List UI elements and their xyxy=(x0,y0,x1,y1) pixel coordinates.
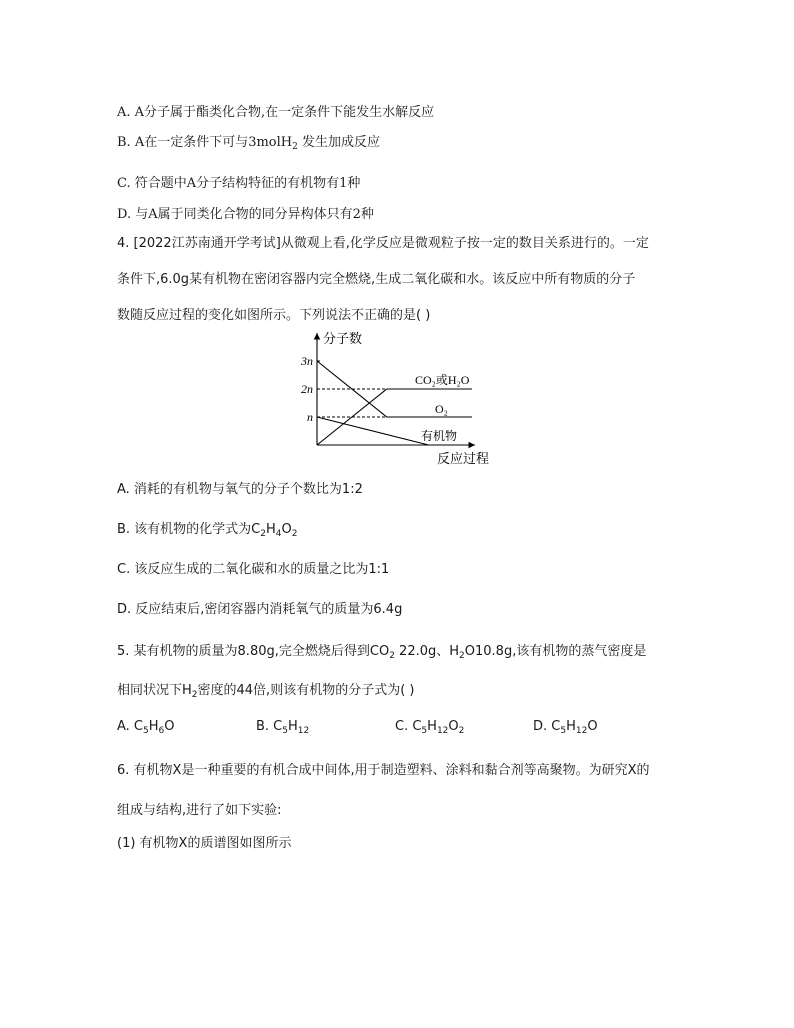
q3-option-a: A. A分子属于酯类化合物,在一定条件下能发生水解反应 xyxy=(117,105,435,120)
series-label-organic: 有机物 xyxy=(421,429,458,443)
y-tick-label: 3n xyxy=(301,354,313,368)
q5-text: 密度的44倍,则该有机物的分子式为( ) xyxy=(197,683,415,698)
q5-stem-line-2 xyxy=(117,679,414,698)
q3-option-d: D. 与A属于同类化合物的同分异构体只有2种 xyxy=(117,207,374,222)
subscript: 2 xyxy=(291,529,298,539)
q5-option-b xyxy=(256,719,309,734)
q4-option-b xyxy=(117,518,297,537)
q4-option-b-text: B. 该有机物的化学式为C xyxy=(117,522,261,537)
q4-option-c: C. 该反应生成的二氧化碳和水的质量之比为1:1 xyxy=(117,562,390,577)
formula-part: H xyxy=(148,719,159,734)
q6-stem-line-2: 组成与结构,进行了如下实验: xyxy=(117,803,282,818)
q3-option-b xyxy=(117,131,380,150)
subscript: 5 xyxy=(421,726,428,736)
subscript: 4 xyxy=(275,529,282,539)
q5-option-a xyxy=(117,719,175,734)
q5-option-c xyxy=(395,719,464,734)
subscript: 2 xyxy=(191,690,198,700)
formula-part: H xyxy=(266,522,276,537)
subscript: 12 xyxy=(297,726,310,736)
q5-text: 22.0g、H xyxy=(394,644,460,659)
molecule-count-chart xyxy=(285,325,500,467)
formula-part: H xyxy=(288,719,298,734)
formula-part: H xyxy=(566,719,576,734)
q4-option-a: A. 消耗的有机物与氧气的分子个数比为1:2 xyxy=(117,482,363,497)
q5-text: 相同状况下H xyxy=(117,683,192,698)
q5-stem-line-1 xyxy=(117,640,646,659)
q5-option-d xyxy=(533,719,598,734)
subscript: 2 xyxy=(389,651,395,661)
subscript: 2 xyxy=(292,142,298,152)
q4-stem-line-1: 4. [2022江苏南通开学考试]从微观上看,化学反应是微观粒子按一定的数目关系进行的。一定 xyxy=(117,236,649,251)
y-tick-label: n xyxy=(307,410,313,424)
x-axis-label: 反应过程 xyxy=(437,451,490,466)
q3-option-c: C. 符合题中A分子结构特征的有机物有1种 xyxy=(117,176,361,191)
subscript: 2 xyxy=(458,726,465,736)
series-label-co2-h2o: CO₂或H₂O xyxy=(415,373,470,387)
formula-part: O xyxy=(448,719,459,734)
q4-stem-line-3: 数随反应过程的变化如图所示。下列说法不正确的是( ) xyxy=(117,308,431,323)
subscript: 5 xyxy=(560,726,567,736)
formula-part: O xyxy=(587,719,598,734)
q5-text: 5. 某有机物的质量为8.80g,完全燃烧后得到CO xyxy=(117,644,390,659)
q3-option-b-text: B. A在一定条件下可与3molH xyxy=(117,135,293,150)
subscript: 5 xyxy=(143,726,149,736)
q5-text: O10.8g,该有机物的蒸气密度是 xyxy=(464,644,647,659)
q6-stem-line-1: 6. 有机物X是一种重要的有机合成中间体,用于制造塑料、涂料和黏合剂等高聚物。为研究X的 xyxy=(117,763,650,778)
formula-part: O xyxy=(281,522,292,537)
subscript: 12 xyxy=(575,726,588,736)
y-axis-label: 分子数 xyxy=(323,331,363,346)
q3-option-b-tail: 发生加成反应 xyxy=(297,135,381,150)
q4-option-d: D. 反应结束后,密闭容器内消耗氧气的质量为6.4g xyxy=(117,602,403,617)
formula-part: O xyxy=(164,719,175,734)
subscript: 6 xyxy=(158,726,165,736)
option-label: A. C xyxy=(117,719,144,734)
subscript: 12 xyxy=(436,726,449,736)
formula-part: H xyxy=(427,719,437,734)
y-tick-label: 2n xyxy=(301,382,313,396)
option-label: B. C xyxy=(256,719,283,734)
option-label: C. C xyxy=(395,719,422,734)
series-label-o2: O₂ xyxy=(435,402,448,416)
q4-stem-line-2: 条件下,6.0g某有机物在密闭容器内完全燃烧,生成二氧化碳和水。该反应中所有物质的分子 xyxy=(117,272,636,287)
subscript: 5 xyxy=(282,726,288,736)
option-label: D. C xyxy=(533,719,561,734)
subscript: 2 xyxy=(260,529,266,539)
subscript: 2 xyxy=(459,651,465,661)
q6-subquestion-1: (1) 有机物X的质谱图如图所示 xyxy=(117,836,292,851)
